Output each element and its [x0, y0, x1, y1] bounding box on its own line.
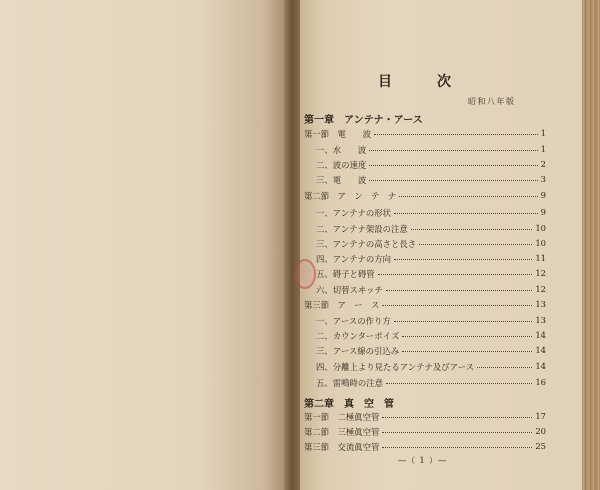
toc-entry-text: 二、アンテナ架設の注意	[316, 224, 408, 234]
toc-entry-text: 五、碍子と碍管	[316, 269, 375, 279]
toc-section-row	[304, 426, 546, 440]
toc-page-number: 16	[535, 377, 546, 387]
toc-entry-text: 第一節 二極眞空管	[304, 412, 380, 422]
toc-entry-text: 第一章 アンテナ・アース	[304, 115, 423, 126]
toc-item-row	[304, 315, 546, 329]
toc-entry-text: 三、アース線の引込み	[316, 346, 400, 356]
toc-leader-dots	[399, 196, 538, 197]
toc-entry-text: 三、電 波	[316, 175, 367, 185]
toc-chapter-row	[304, 395, 546, 409]
toc-page-number: 12	[535, 284, 546, 294]
toc-leader-dots	[374, 134, 538, 135]
toc-entry-text: 四、分離上より見たるアンテナ及びアース	[316, 362, 475, 372]
toc-item-row	[304, 361, 546, 375]
toc-entry-text: 第三節 ア ー ス	[304, 300, 380, 310]
toc-entry-text: 四、アンテナの方向	[316, 254, 392, 264]
toc-leader-dots	[394, 213, 538, 214]
toc-leader-dots	[386, 383, 532, 384]
toc-entry-text: 一、水 波	[316, 145, 367, 155]
toc-entry-text: 第二節 三極眞空管	[304, 427, 380, 437]
toc-entry-text: 二、波の速度	[316, 160, 367, 170]
toc-page-number: 1	[540, 128, 546, 138]
toc-page-number: 13	[535, 315, 546, 325]
toc-item-row	[304, 345, 546, 359]
toc-leader-dots	[394, 321, 532, 322]
toc-leader-dots	[382, 432, 532, 433]
toc-entry-text: 第三節 交流眞空管	[304, 442, 380, 452]
toc-page-number: 14	[535, 345, 546, 355]
toc-item-row	[304, 253, 546, 267]
toc-section-row	[304, 441, 546, 455]
toc-item-row	[304, 159, 546, 173]
toc-entry-text: 第一節 電 波	[304, 129, 371, 139]
toc-title-char-2: 次	[437, 74, 451, 90]
toc-item-row	[304, 144, 546, 158]
toc-item-row	[304, 223, 546, 237]
toc-leader-dots	[369, 150, 538, 151]
toc-item-row	[304, 174, 546, 188]
toc-leader-dots	[411, 229, 532, 230]
toc-leader-dots	[402, 351, 532, 352]
toc-page-number: 14	[535, 361, 546, 371]
toc-item-row	[304, 207, 546, 221]
toc-page-number: 9	[540, 190, 546, 200]
toc-page-number: 10	[535, 238, 546, 248]
left-blank-page	[0, 0, 286, 490]
toc-leader-dots	[382, 417, 532, 418]
toc-leader-dots	[369, 165, 538, 166]
toc-title	[378, 71, 468, 89]
toc-entry-text: 一、アースの作り方	[316, 316, 391, 326]
toc-page-number: 10	[535, 223, 546, 233]
toc-page-number: 3	[540, 174, 546, 184]
toc-entry-text: 六、切替スヰッチ	[316, 285, 383, 295]
toc-section-row	[304, 411, 546, 425]
toc-page-number: 2	[540, 159, 546, 169]
toc-page-number: 17	[535, 411, 546, 421]
toc-entry-text: 一、アンテナの形状	[316, 208, 392, 218]
toc-leader-dots	[378, 274, 532, 275]
toc-page-number: 11	[535, 253, 546, 263]
page-edges	[582, 0, 600, 490]
toc-entry-text: 第二節 ア ン テ ナ	[304, 191, 397, 201]
toc-item-row	[304, 377, 546, 391]
toc-section-row	[304, 190, 546, 204]
toc-page-number: 25	[535, 441, 546, 451]
toc-page-number: 12	[535, 268, 546, 278]
toc-page-number: 13	[535, 299, 546, 309]
toc-chapter-row	[304, 111, 546, 125]
toc-leader-dots	[419, 244, 532, 245]
toc-page-number: 14	[535, 330, 546, 340]
toc-leader-dots	[369, 180, 538, 181]
toc-item-row	[304, 330, 546, 344]
toc-leader-dots	[477, 367, 532, 368]
toc-page-number: 20	[535, 426, 546, 436]
toc-entry-text: 二、カウンターポイズ	[316, 331, 400, 341]
toc-leader-dots	[382, 305, 532, 306]
toc-entry-text: 第二章 真 空 管	[304, 399, 394, 410]
toc-section-row	[304, 299, 546, 313]
toc-leader-dots	[394, 259, 532, 260]
toc-page-number: 1	[540, 144, 546, 154]
toc-entry-text: 三、アンテナの高さと長さ	[316, 239, 417, 249]
page-number-footer: ―（ 1 ）―	[398, 456, 448, 465]
toc-section-row	[304, 128, 546, 142]
toc-leader-dots	[382, 447, 532, 448]
edition-note: 昭和八年版	[468, 97, 516, 106]
toc-entry-text: 五、雷鳴時の注意	[316, 378, 383, 388]
toc-leader-dots	[386, 290, 532, 291]
toc-leader-dots	[402, 336, 532, 337]
toc-item-row	[304, 238, 546, 252]
toc-page-number: 9	[540, 207, 546, 217]
toc-item-row	[304, 284, 546, 298]
toc-title-char-1: 目	[378, 74, 392, 90]
toc-item-row	[304, 268, 546, 282]
